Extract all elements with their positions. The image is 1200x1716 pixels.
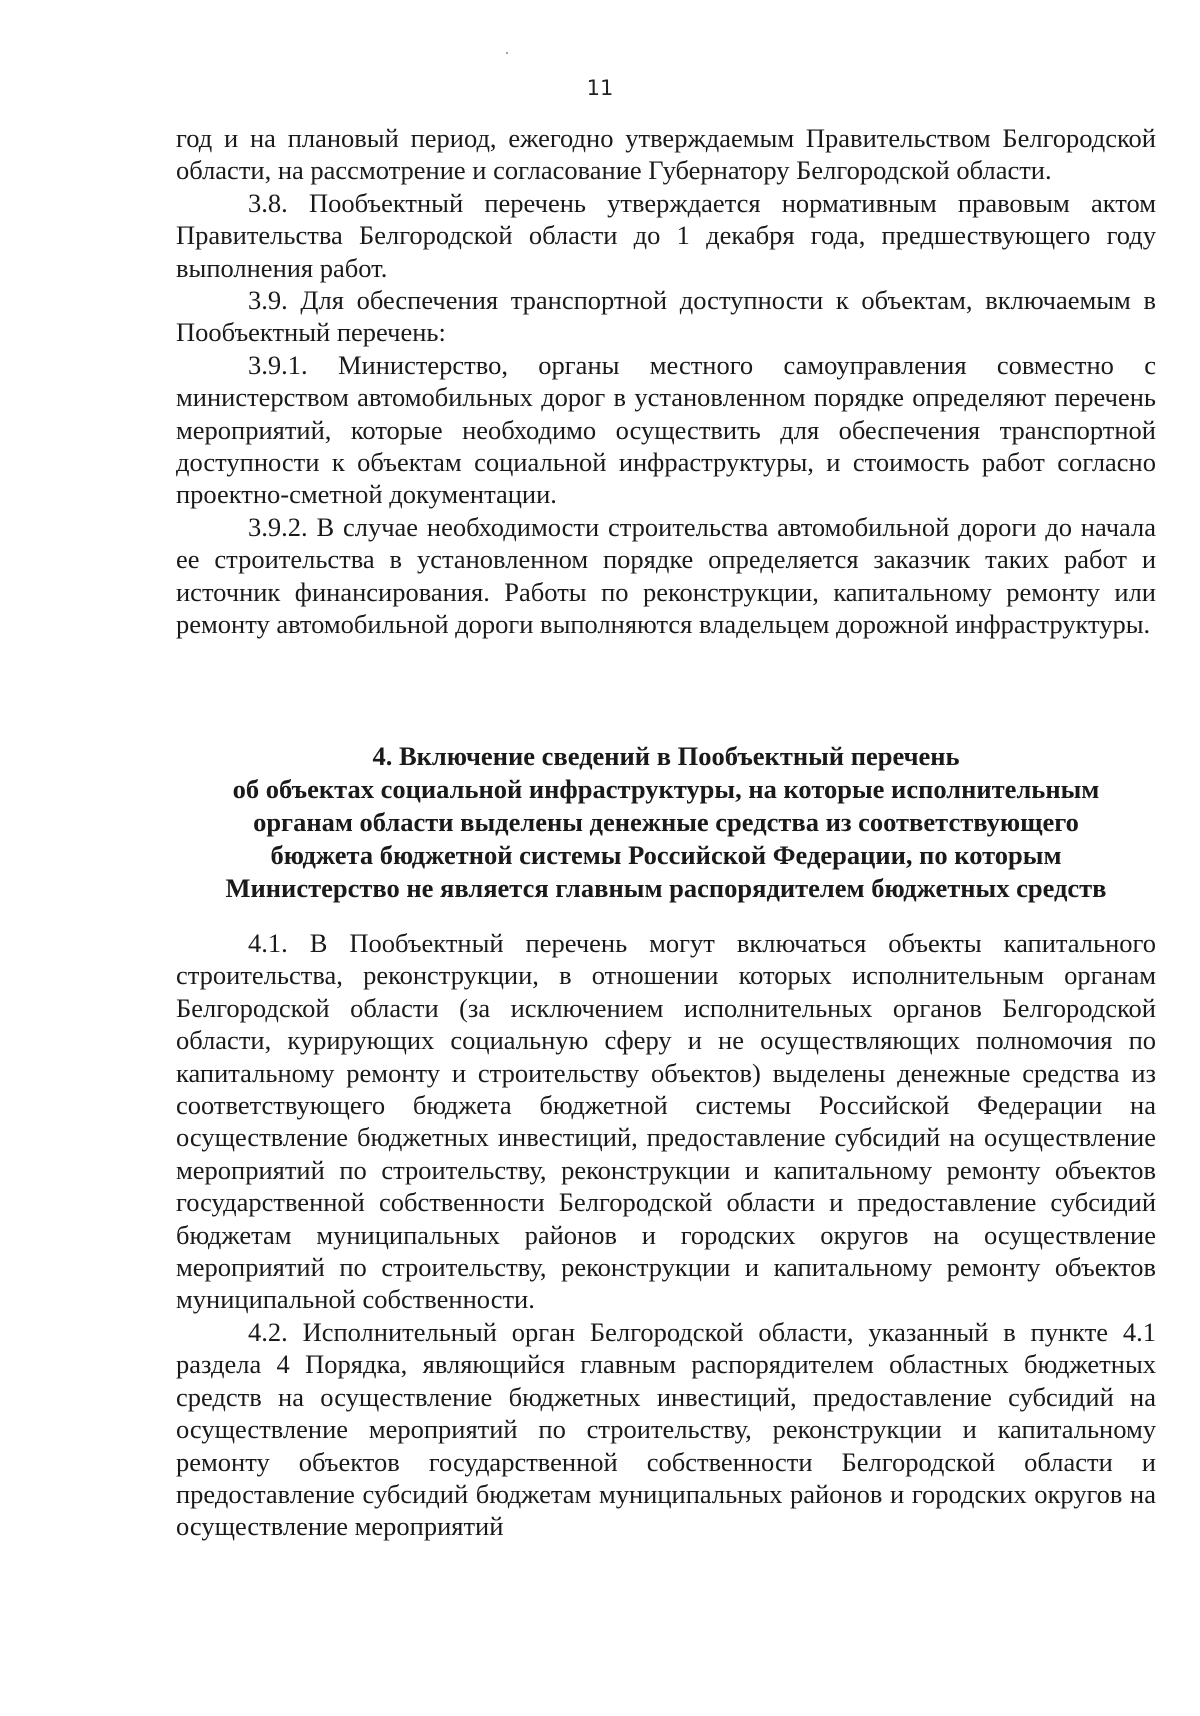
paragraph-3-9-2: 3.9.2. В случае необходимости строительства автомобильной дороги до начала ее строительства в установленном порядке определяется заказчик таких работ и источник финансирования. Работы по реконструкции, капитальному ремонту или ремонту автомобильной дороги выполняются владельцем дорожной инфраструктуры.	[176, 511, 1156, 640]
body-text-top	[176, 122, 1156, 641]
heading-line: об объектах социальной инфраструктуры, на которые исполнительным	[232, 774, 1100, 804]
paragraph-3-9: 3.9. Для обеспечения транспортной доступности к объектам, включаемым в Пообъектный перечень:	[176, 285, 1156, 348]
body-text-bottom	[176, 927, 1156, 1543]
heading-line: 4. Включение сведений в Пообъектный перечень	[372, 741, 960, 771]
paragraph-4-1: 4.1. В Пообъектный перечень могут включаться объекты капитального строительства, реконструкции, в отношении которых исполнительным органам Белгородской области (за исключением исполнительных органов Белгородской области, курирующих социальную сферу и не осуществляющих полномочия по капитальному ремонту и строительству объектов) выделены денежные средства из соответствующего бюджета бюджетной системы Российской Федерации на осуществление бюджетных инвестиций, предоставление субсидий на осуществление мероприятий по строительству, реконструкции и капитальному ремонту объектов государственной собственности Белгородской области и предоставление субсидий бюджетам муниципальных районов и городских округов на осуществление мероприятий по строительству, реконструкции и капитальному ремонту объектов муниципальной собственности.	[176, 928, 1156, 1315]
heading-line: бюджета бюджетной системы Российской Федерации, по которым	[270, 840, 1062, 870]
page-number: 11	[586, 76, 614, 100]
paragraph-continuation: год и на плановый период, ежегодно утверждаемым Правительством Белгородской области, на рассмотрение и согласование Губернатору Белгородской области.	[176, 123, 1156, 186]
paragraph-3-9-1: 3.9.1. Министерство, органы местного самоуправления совместно с министерством автомобильных дорог в установленном порядке определяют перечень мероприятий, которые необходимо осуществить для обеспечения транспортной доступности к объектам социальной инфраструктуры, и стоимость работ согласно проектно-сметной документации.	[176, 349, 1156, 510]
scan-speck	[506, 52, 508, 54]
heading-line: органам области выделены денежные средства из соответствующего	[253, 807, 1079, 837]
paragraph-3-8: 3.8. Пообъектный перечень утверждается нормативным правовым актом Правительства Белгородской области до 1 декабря года, предшествующего году выполнения работ.	[176, 187, 1156, 283]
paragraph-4-2: 4.2. Исполнительный орган Белгородской области, указанный в пункте 4.1 раздела 4 Порядка, являющийся главным распорядителем областных бюджетных средств на осуществление бюджетных инвестиций, предоставление субсидий на осуществление мероприятий по строительству, реконструкции и капитальному ремонту объектов государственной собственности Белгородской области и предоставление субсидий бюджетам муниципальных районов и городских округов на осуществление мероприятий	[176, 1316, 1156, 1542]
section-heading-4	[176, 740, 1156, 905]
heading-line: Министерство не является главным распорядителем бюджетных средств	[225, 873, 1107, 903]
